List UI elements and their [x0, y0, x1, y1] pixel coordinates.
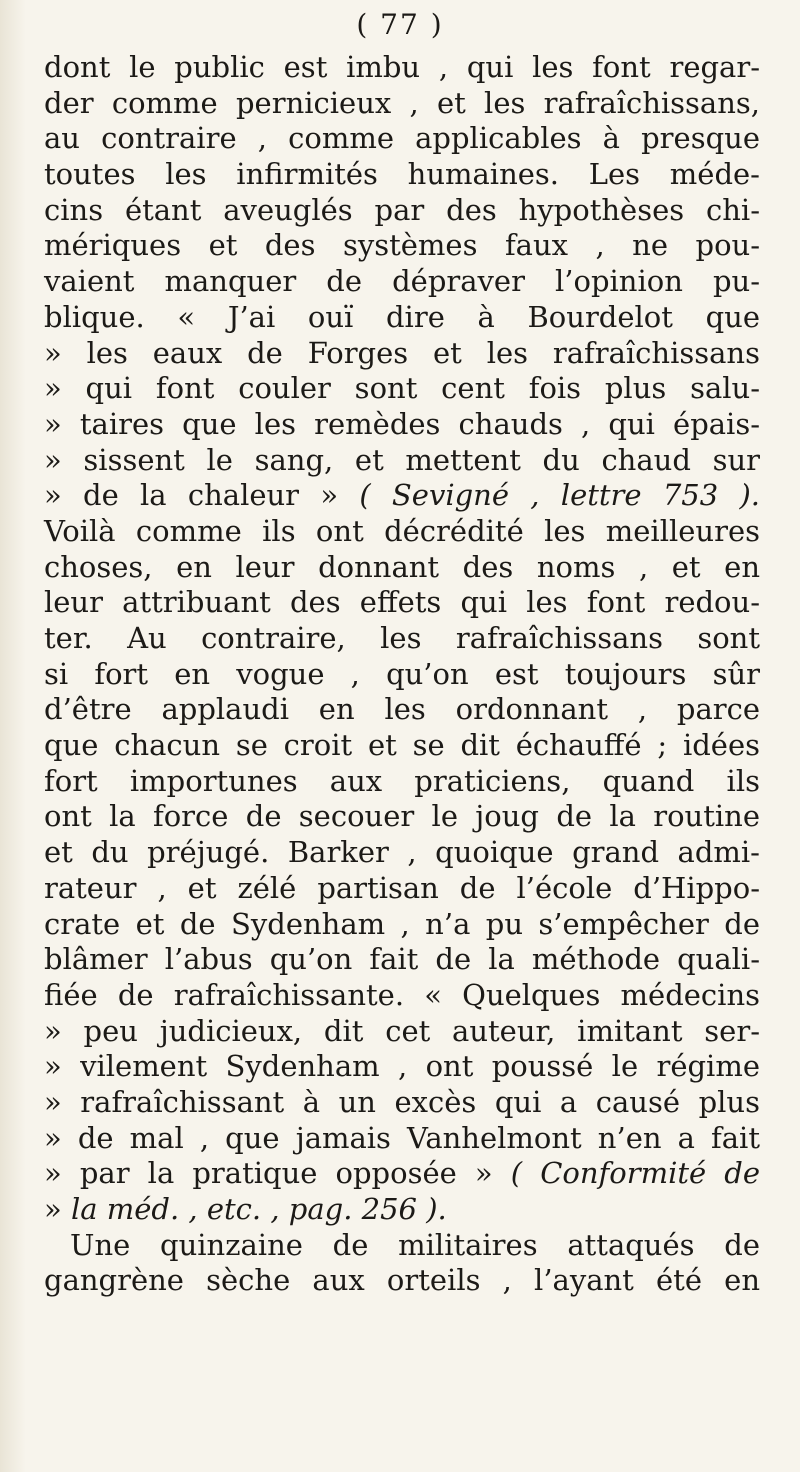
text-line: vaient manquer de dépraver l’opinion pu- [44, 264, 760, 299]
text-line: et du préjugé. Barker , quoique grand admi- [44, 835, 760, 870]
text-line: si fort en vogue , qu’on est toujours sûr [44, 656, 760, 691]
text-line-with-citation [44, 1192, 760, 1228]
text-line: rateur , et zélé partisan de l’école d’Hippo- [44, 870, 760, 905]
text-line: Voilà comme ils ont décrédité les meilleures [44, 513, 760, 548]
text-line: ter. Au contraire, les rafraîchissans sont [44, 621, 760, 655]
quote-mark: » [44, 1192, 62, 1226]
text-line: crate et de Sydenham , n’a pu s’empêcher de [44, 906, 760, 941]
text-line: toutes les infirmités humaines. Les méde- [44, 157, 760, 192]
body-text [44, 50, 760, 1299]
text-line: Une quinzaine de militaires attaqués de [70, 1227, 760, 1262]
text-line: leur attribuant des effets qui les font redou- [44, 585, 760, 620]
citation-conformite-cont: la méd. , etc. , pag. 256 ). [70, 1192, 447, 1226]
text-line: fort importunes aux praticiens, quand ils [44, 763, 760, 798]
quote-end-text: » par la pratique opposée » [44, 1156, 493, 1191]
text-line: der comme pernicieux , et les rafraîchissans, [44, 85, 760, 120]
text-line: blique. « J’ai ouï dire à Bourdelot que [44, 299, 760, 334]
text-line: blâmer l’abus qu’on fait de la méthode quali- [44, 942, 760, 977]
text-line: que chacun se croit et se dit échauffé ; idées [44, 728, 760, 763]
text-line: mériques et des systèmes faux , ne pou- [44, 228, 760, 263]
citation-sevigne: ( Sevigné , lettre 753 ). [359, 478, 760, 513]
text-line: » de mal , que jamais Vanhelmont n’en a fait [44, 1120, 760, 1155]
text-line: fiée de rafraîchissante. « Quelques médecins [44, 977, 760, 1012]
text-line: » les eaux de Forges et les rafraîchissans [44, 335, 760, 370]
text-line: » qui font couler sont cent fois plus salu- [44, 371, 760, 406]
text-line-with-citation [44, 478, 760, 514]
text-line: au contraire , comme applicables à presque [44, 121, 760, 156]
page-left-edge-shadow [0, 0, 26, 1472]
text-line: gangrène sèche aux orteils , l’ayant été en [44, 1263, 760, 1298]
citation-conformite: ( Conformité de [510, 1156, 761, 1191]
text-line: choses, en leur donnant des noms , et en [44, 549, 760, 584]
text-line: » rafraîchissant à un excès qui a causé plus [44, 1084, 760, 1119]
quote-end-text: » de la chaleur » [44, 478, 339, 513]
text-line: » sissent le sang, et mettent du chaud sur [44, 442, 760, 477]
text-line: » taires que les remèdes chauds , qui épais- [44, 406, 760, 441]
text-line: dont le public est imbu , qui les font regar- [44, 50, 760, 84]
text-line: » peu judicieux, dit cet auteur, imitant ser- [44, 1013, 760, 1048]
text-line: cins étant aveuglés par des hypothèses chi- [44, 192, 760, 227]
text-line: ont la force de secouer le joug de la routine [44, 799, 760, 834]
page-number: ( 77 ) [356, 8, 444, 41]
text-line-with-citation [44, 1156, 760, 1192]
text-line: d’être applaudi en les ordonnant , parce [44, 692, 760, 727]
text-line: » vilement Sydenham , ont poussé le régime [44, 1049, 760, 1084]
